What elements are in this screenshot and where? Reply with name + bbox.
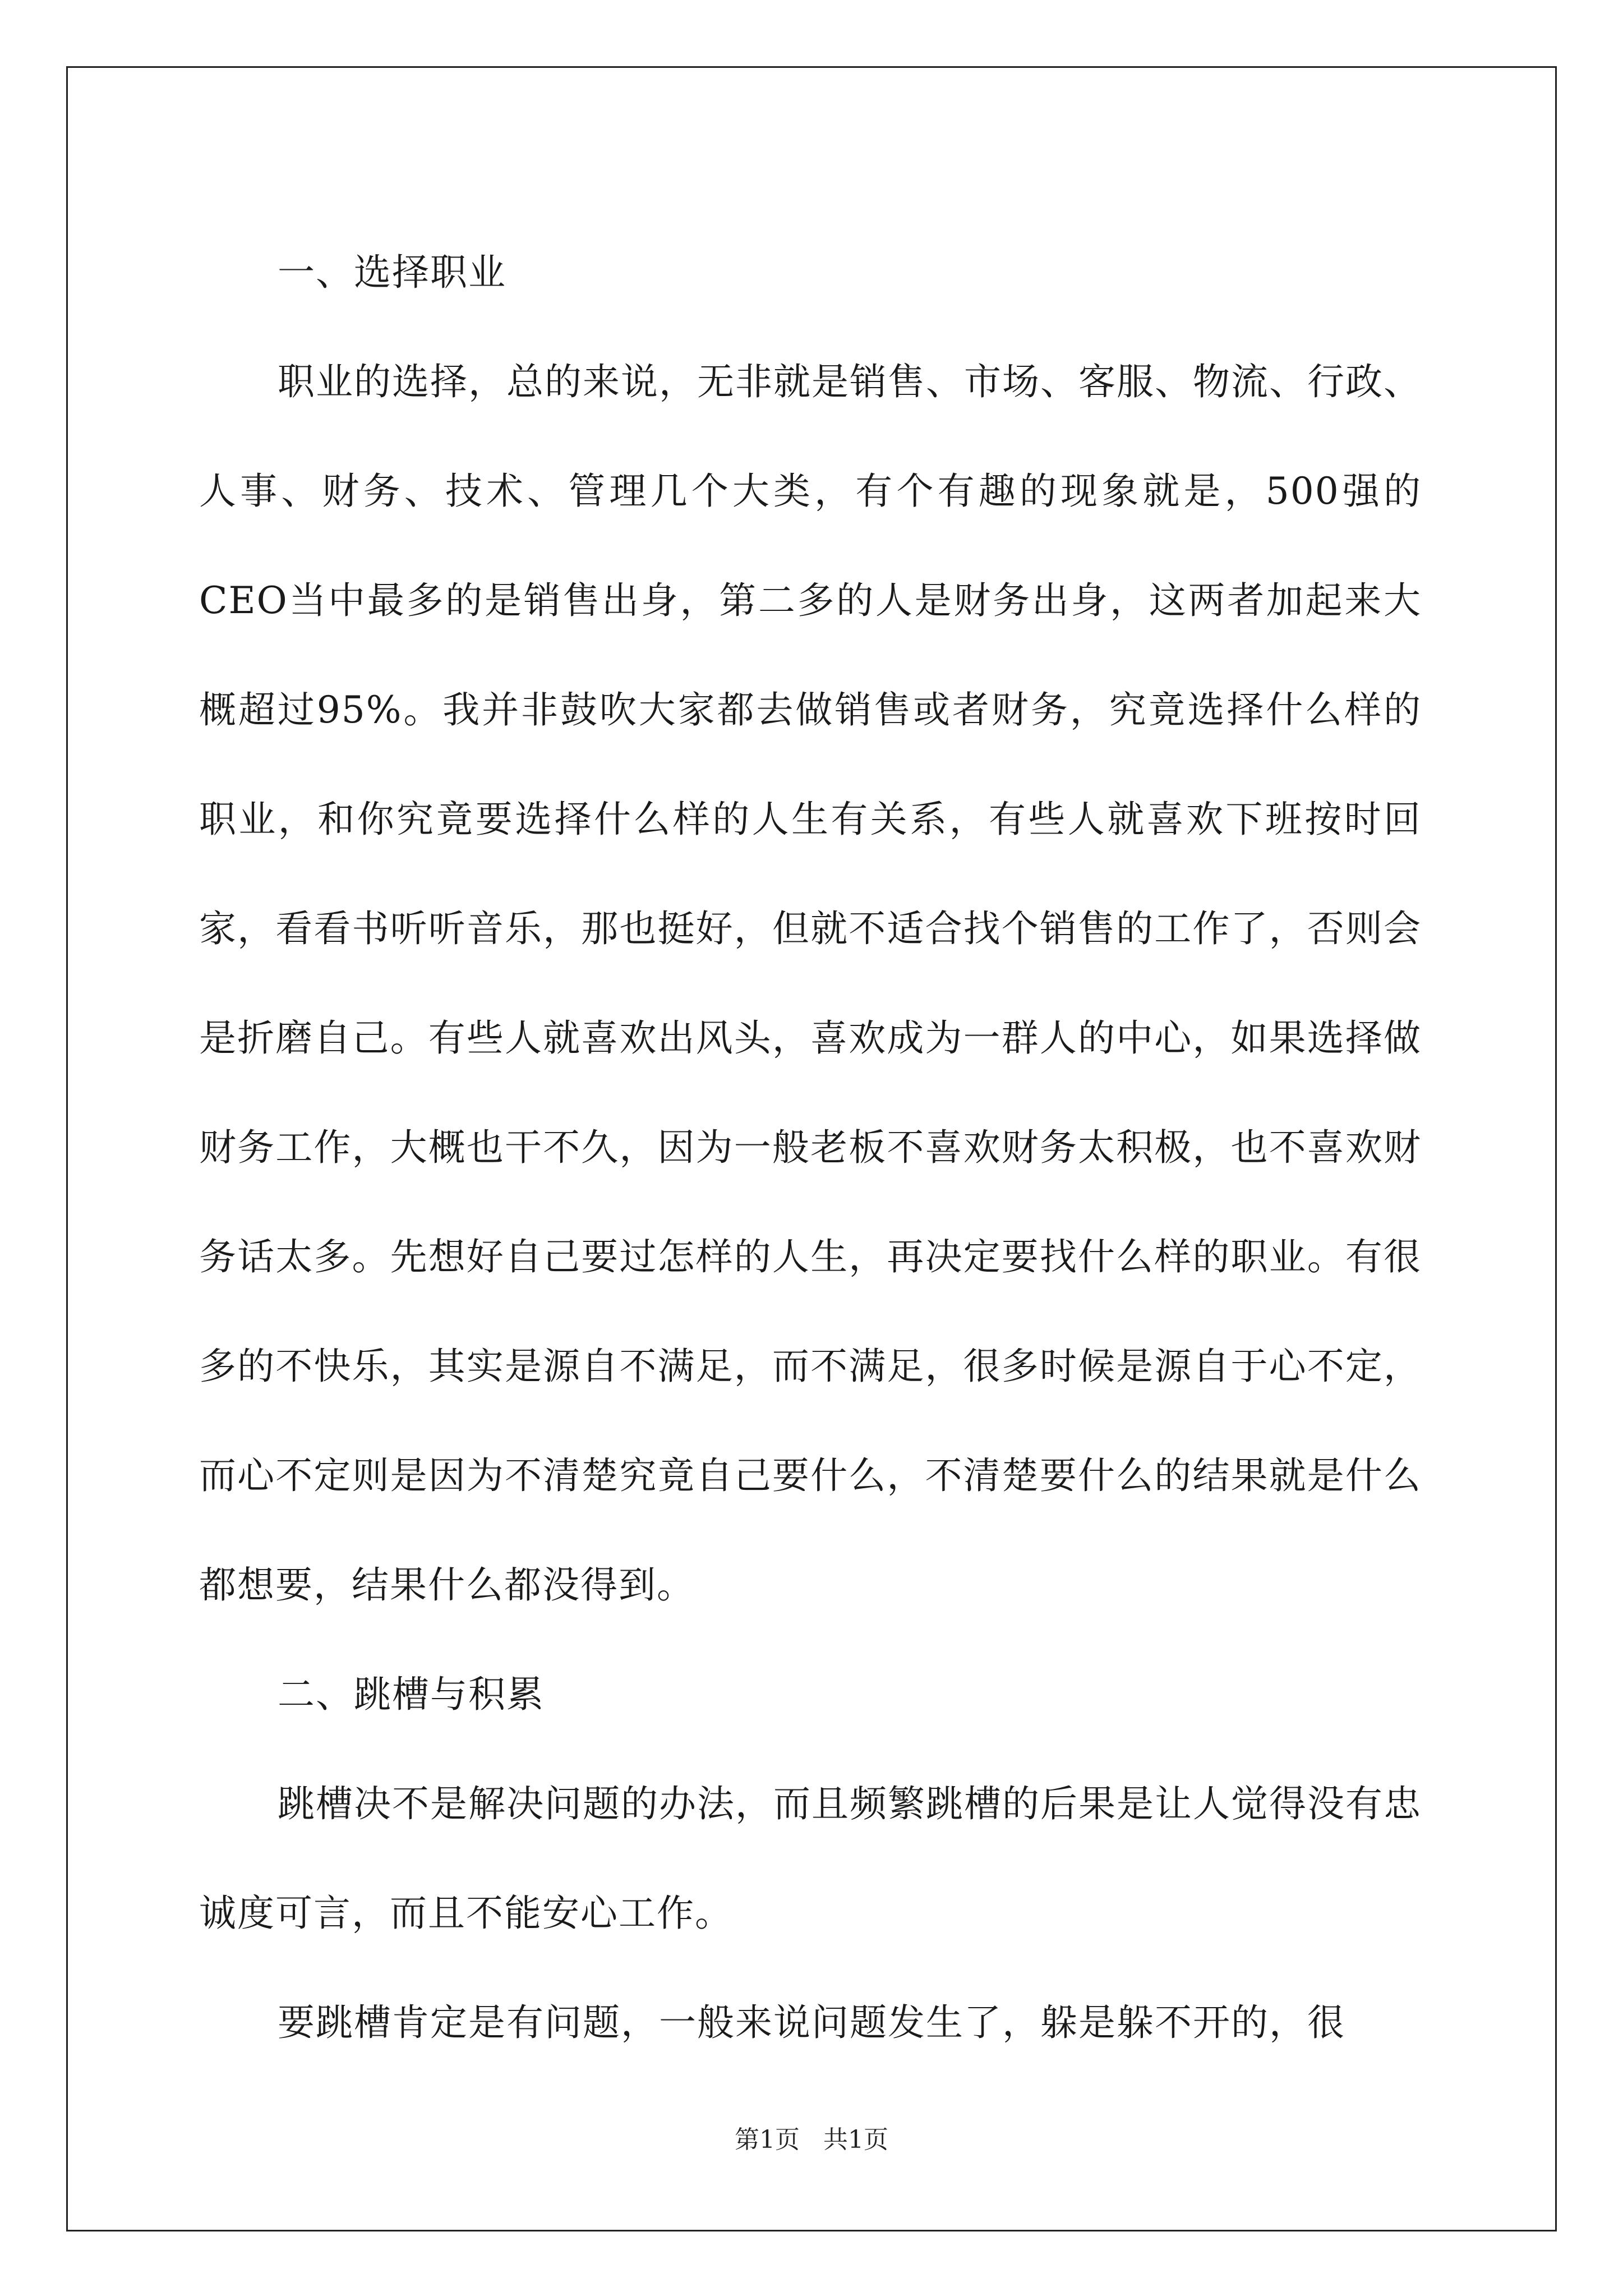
page-total: 共1页 bbox=[823, 2125, 888, 2154]
document-body bbox=[199, 218, 1422, 2077]
paragraph-1: 职业的选择，总的来说，无非就是销售、市场、客服、物流、行政、人事、财务、技术、管理几个大类，有个有趣的现象就是，500强的CEO当中最多的是销售出身，第二多的人是财务出身，这两者加起来大概超过95%。我并非鼓吹大家都去做销售或者财务，究竟选择什么样的职业，和你究竟要选择什么样的人生有关系，有些人就喜欢下班按时回家，看看书听听音乐，那也挺好，但就不适合找个销售的工作了，否则会是折磨自己。有些人就喜欢出风头，喜欢成为一群人的中心，如果选择做财务工作，大概也干不久，因为一般老板不喜欢财务太积极，也不喜欢财务话太多。先想好自己要过怎样的人生，再决定要找什么样的职业。有很多的不快乐，其实是源自不满足，而不满足，很多时候是源自于心不定，而心不定则是因为不清楚究竟自己要什么，不清楚要什么的结果就是什么都想要，结果什么都没得到。 bbox=[199, 360, 1422, 1607]
section-heading-2: 二、跳槽与积累 bbox=[278, 1673, 545, 1716]
section-heading-1: 一、选择职业 bbox=[278, 251, 506, 294]
page-number: 第1页 bbox=[735, 2125, 800, 2154]
paragraph-2: 跳槽决不是解决问题的办法，而且频繁跳槽的后果是让人觉得没有忠诚度可言，而且不能安心工作。 bbox=[199, 1782, 1422, 1935]
paragraph-3: 要跳槽肯定是有问题，一般来说问题发生了，躲是躲不开的，很 bbox=[278, 2001, 1345, 2044]
page-footer bbox=[0, 2119, 1623, 2155]
